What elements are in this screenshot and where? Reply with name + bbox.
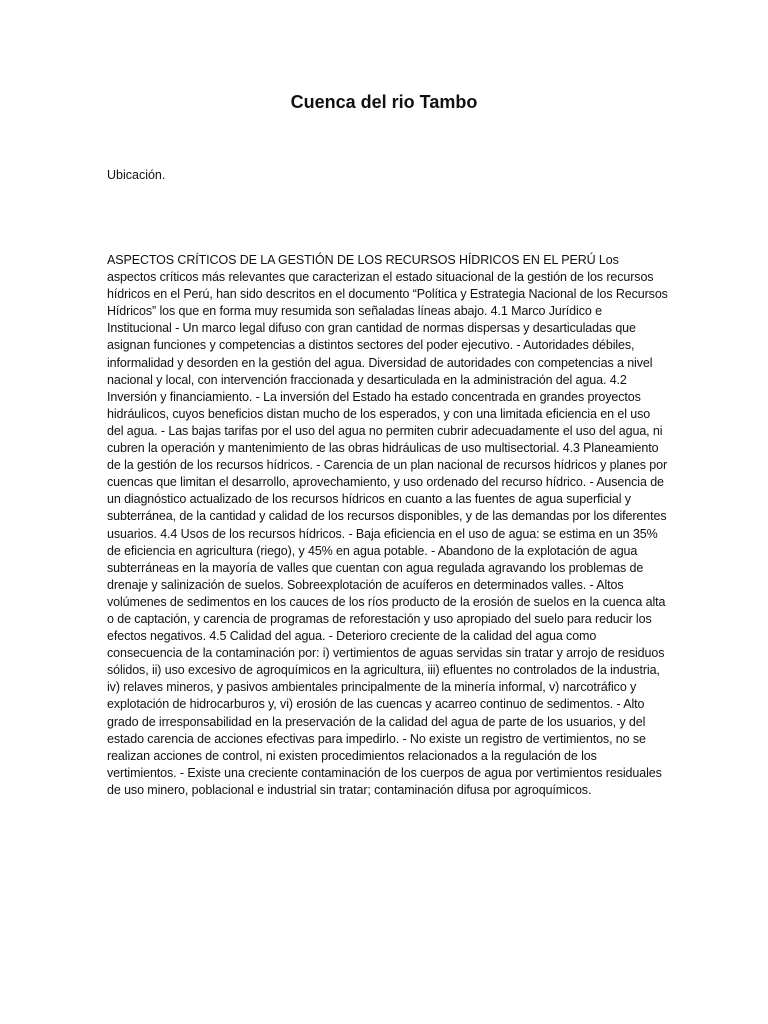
section-label-ubicacion: Ubicación.	[107, 168, 166, 182]
body-paragraph: ASPECTOS CRÍTICOS DE LA GESTIÓN DE LOS RECURSOS HÍDRICOS EN EL PERÚ Los aspectos críticos más relevantes que caracterizan el estado situacional de la gestión de los recursos hídricos en el Perú, han sido descritos en el documento “Política y Estrategia Nacional de los Recursos Hídricos” los que en forma muy resumida son señaladas líneas abajo. 4.1 Marco Jurídico e Institucional - Un marco legal difuso con gran cantidad de normas dispersas y desarticuladas que asignan funciones y competencias a distintos sectores del poder ejecutivo. - Autoridades débiles, informalidad y desorden en la gestión del agua. Diversidad de autoridades con competencias a nivel nacional y local, con intervención fraccionada y desarticulada en la administración del agua. 4.2 Inversión y financiamiento. - La inversión del Estado ha estado concentrada en grandes proyectos hidráulicos, cuyos beneficios distan mucho de los esperados, y con una limitada eficiencia en el uso del agua. - Las bajas tarifas por el uso del agua no permiten cubrir adecuadamente el uso del agua, ni cubren la operación y mantenimiento de las obras hidráulicas de uso multisectorial. 4.3 Planeamiento de la gestión de los recursos hídricos. - Carencia de un plan nacional de recursos hídricos y planes por cuencas que limitan el desarrollo, aprovechamiento, y uso ordenado del recurso hídrico. - Ausencia de un diagnóstico actualizado de los recursos hídricos en cuanto a las fuentes de agua superficial y subterránea, de la cantidad y calidad de los recursos disponibles, y de las demandas por los diferentes usuarios. 4.4 Usos de los recursos hídricos. - Baja eficiencia en el uso de agua: se estima en un 35% de eficiencia en agricultura (riego), y 45% en agua potable. - Abandono de la explotación de agua subterráneas en la mayoría de valles que cuentan con agua regulada agravando los problemas de drenaje y salinización de suelos. Sobreexplotación de acuíferos en determinados valles. - Altos volúmenes de sedimentos en los cauces de los ríos producto de la erosión de suelos en la cuenca alta o de captación, y carencia de programas de reforestación y uso apropiado del suelo para reducir los efectos negativos. 4.5 Calidad del agua. - Deterioro creciente de la calidad del agua como consecuencia de la contaminación por: i) vertimientos de aguas servidas sin tratar y arrojo de residuos sólidos, ii) uso excesivo de agroquímicos en la agricultura, iii) efluentes no controlados de la industria, iv) relaves mineros, y pasivos ambientales principalmente de la minería informal, v) narcotráfico y explotación de hidrocarburos y, vi) erosión de las cuencas y acarreo continuo de sedimentos. - Alto grado de irresponsabilidad en la preservación de la calidad del agua de parte de los usuarios, y del estado carencia de acciones efectivas para impedirlo. - No existe un registro de vertimientos, no se realizan acciones de control, ni existen procedimientos relacionados a la regulación de los vertimientos. - Existe una creciente contaminación de los cuerpos de agua por vertimientos residuales de uso minero, poblacional e industrial sin tratar; contaminación difusa por agroquímicos.	[107, 253, 668, 797]
document-title: Cuenca del rio Tambo	[290, 92, 478, 112]
